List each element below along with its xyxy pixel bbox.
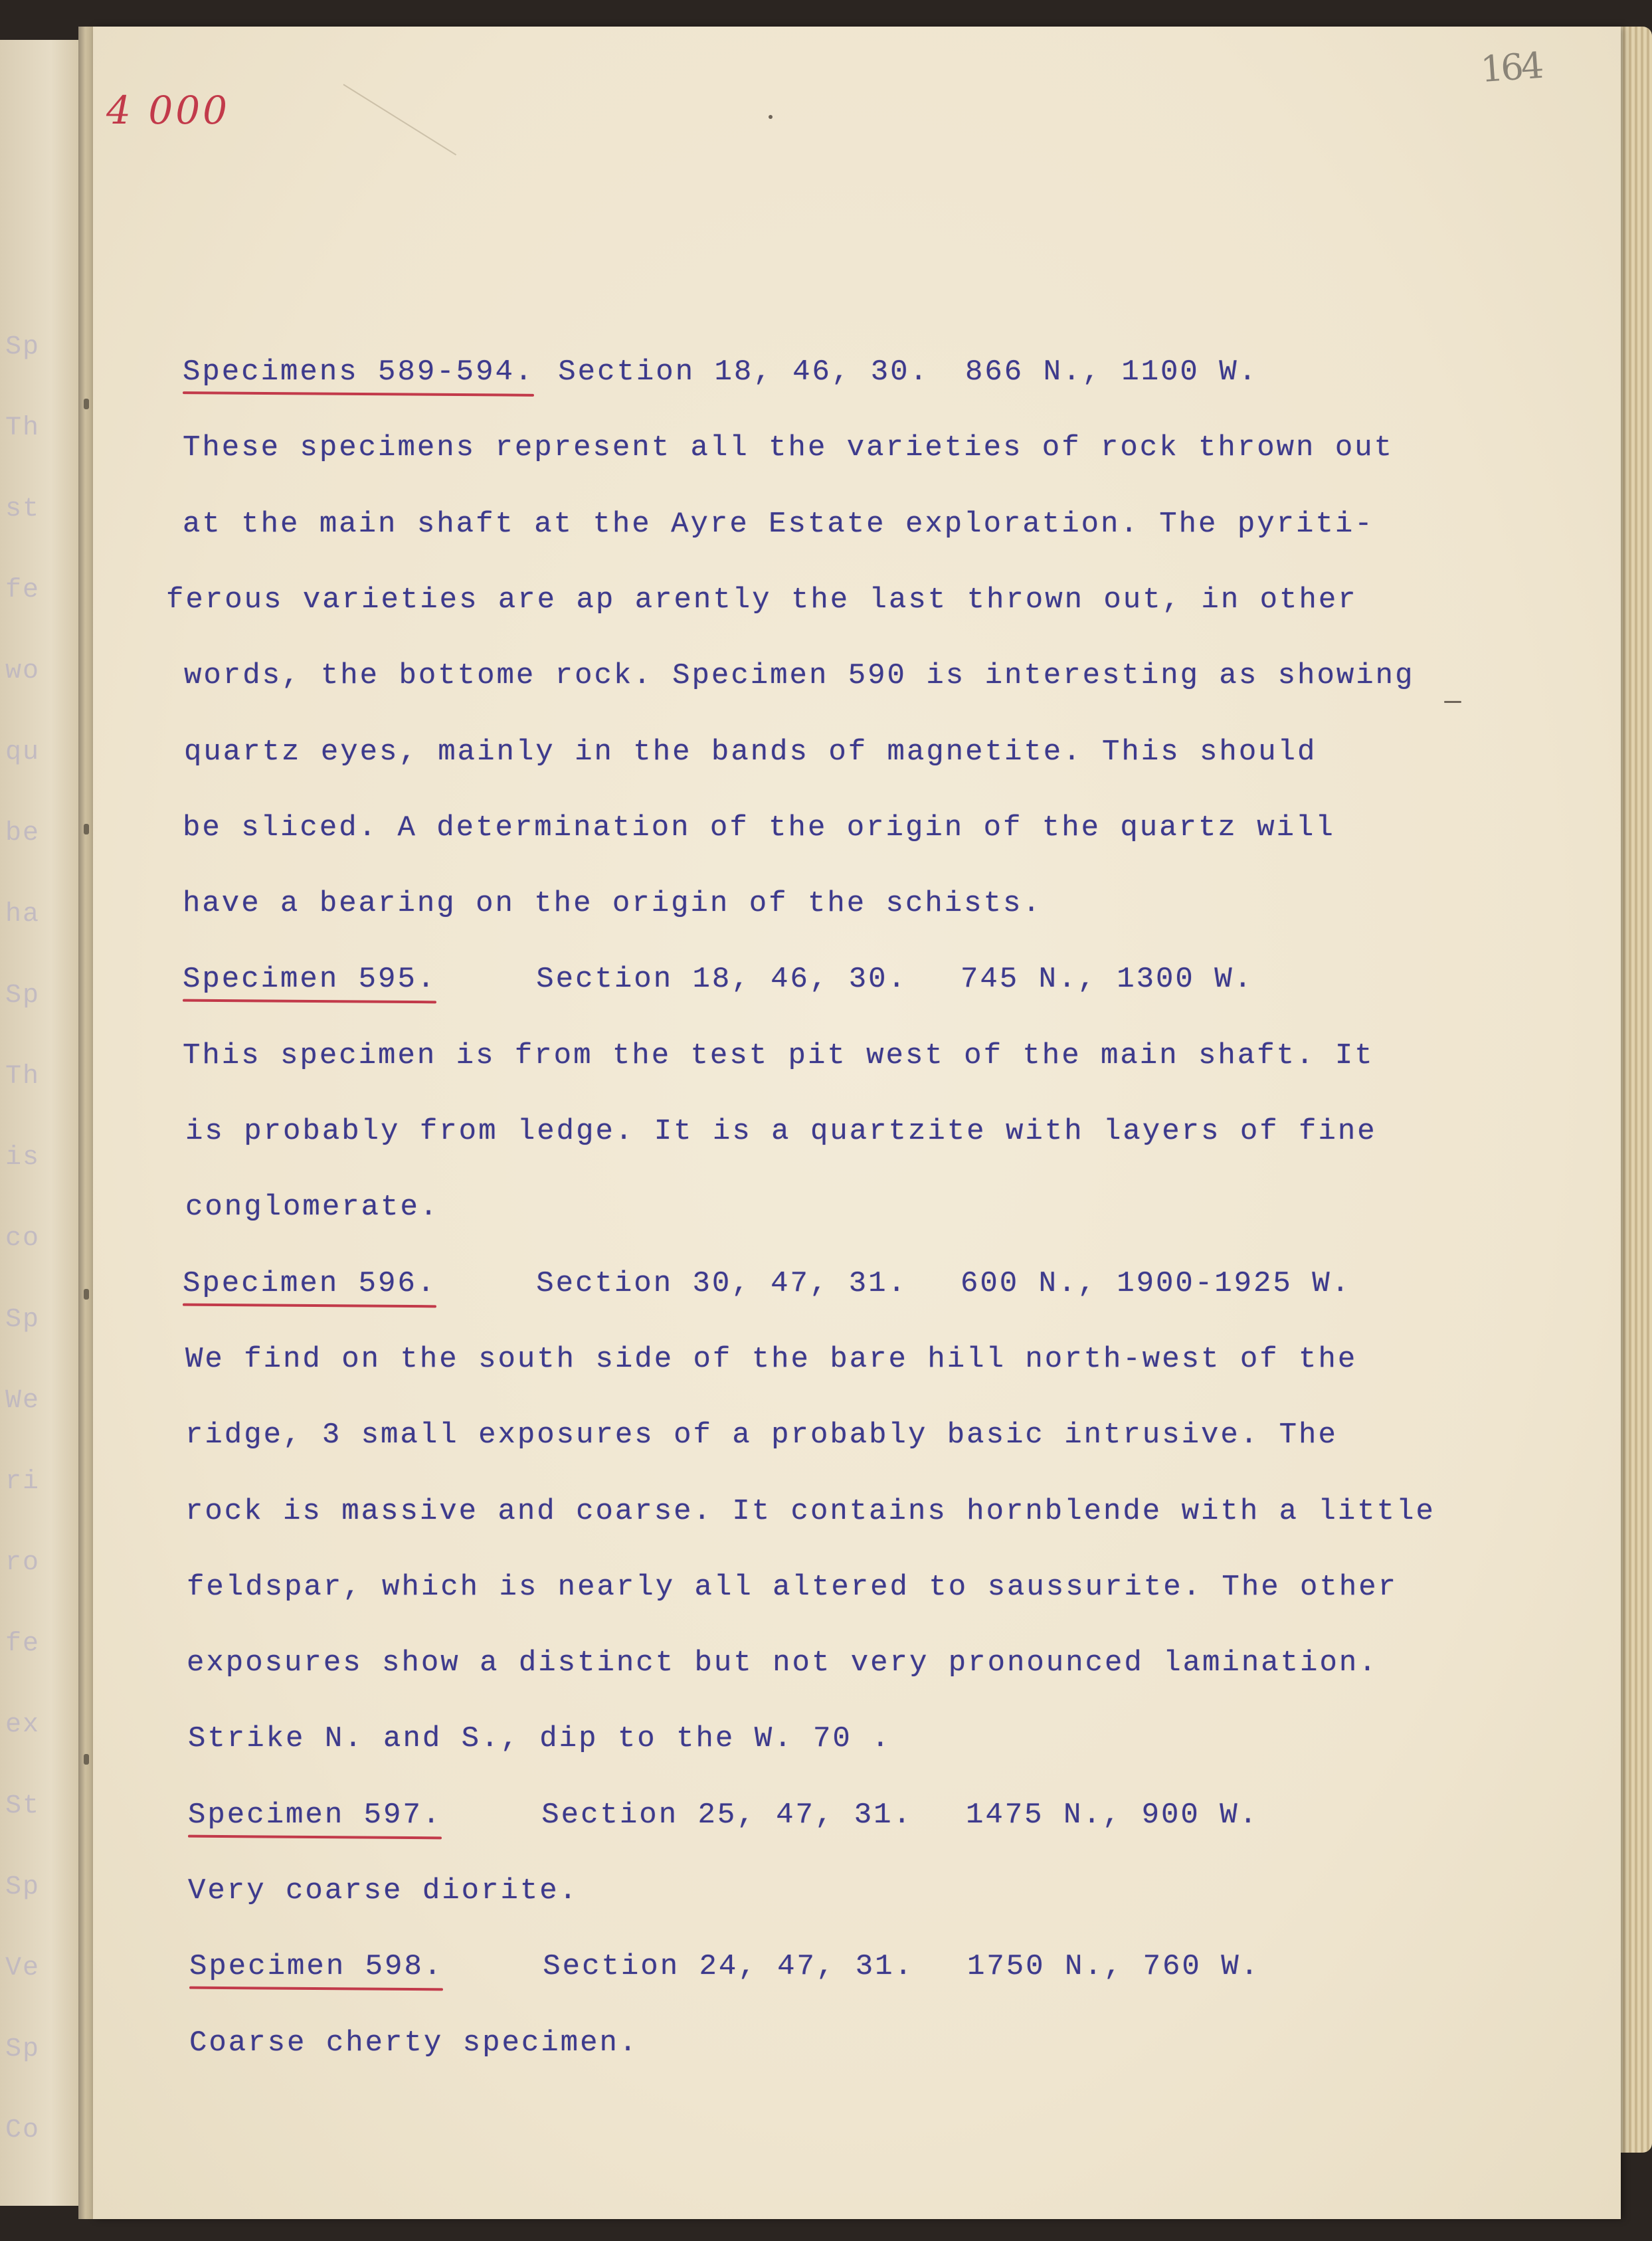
previous-page-ghost-text: ex xyxy=(5,1710,41,1740)
description-line: Coarse cherty specimen. xyxy=(189,2026,639,2060)
previous-page-ghost-text: We xyxy=(5,1386,41,1416)
specimen-label xyxy=(183,355,534,389)
description-line: feldspar, which is nearly all altered to saussurite. The other xyxy=(187,1570,1398,1604)
specimen-label xyxy=(183,963,436,996)
description-line: at the main shaft at the Ayre Estate exploration. The pyriti- xyxy=(183,507,1374,541)
description-line: quartz eyes, mainly in the bands of magnetite. This should xyxy=(184,735,1317,769)
specimen-label-text: Specimen 596. xyxy=(183,1266,437,1300)
folio-number: 164 xyxy=(1479,44,1543,91)
specimen-label xyxy=(183,1267,436,1300)
previous-page-ghost-text: Sp xyxy=(5,1305,41,1335)
specimen-heading-line xyxy=(183,963,1253,996)
section-reference: Section 18, 46, 30. xyxy=(536,963,907,997)
previous-page-ghost-text: be xyxy=(5,819,41,848)
previous-page-ghost-text: ha xyxy=(5,900,41,929)
previous-page-ghost-text: Th xyxy=(5,1062,41,1092)
red-pencil-underline xyxy=(183,999,436,1004)
description-line: have a bearing on the origin of the schists. xyxy=(183,887,1042,921)
previous-page-ghost-text: Sp xyxy=(5,981,41,1011)
previous-page-ghost-text: Co xyxy=(5,2115,41,2145)
description-line: This specimen is from the test pit west of the main shaft. It xyxy=(183,1038,1374,1072)
previous-page-ghost-text: Sp xyxy=(5,332,41,362)
description-line: ridge, 3 small exposures of a probably basic intrusive. The xyxy=(185,1418,1338,1452)
location-coordinates: 745 N., 1300 W. xyxy=(960,963,1254,997)
previous-page-ghost-text: st xyxy=(5,494,41,524)
location-coordinates: 1475 N., 900 W. xyxy=(965,1798,1259,1832)
specimen-label-text: Specimen 598. xyxy=(189,1950,444,1984)
previous-page-ghost-text: qu xyxy=(5,737,41,767)
previous-page-ghost-text: is xyxy=(5,1143,41,1173)
description-line: be sliced. A determination of the origin of the quartz will xyxy=(183,811,1335,844)
location-coordinates: 1750 N., 760 W. xyxy=(966,1950,1261,1984)
section-reference: Section 25, 47, 31. xyxy=(541,1798,913,1832)
specimen-label-text: Specimen 595. xyxy=(183,963,437,997)
description-line: These specimens represent all the varieties of rock thrown out xyxy=(183,431,1394,465)
description-line: ferous varieties are ap arently the last thrown out, in other xyxy=(166,583,1358,617)
specimen-label-text: Specimen 597. xyxy=(188,1798,442,1832)
previous-page-ghost-text: Sp xyxy=(5,2034,41,2064)
red-pencil-underline xyxy=(183,1303,436,1308)
section-reference: Section 24, 47, 31. xyxy=(543,1950,914,1984)
previous-page-ghost-text: ro xyxy=(5,1548,41,1578)
specimen-heading-line xyxy=(183,355,1258,389)
document-page xyxy=(93,27,1621,2219)
previous-page-ghost-text: Sp xyxy=(5,1872,41,1902)
red-pencil-underline xyxy=(188,1834,442,1839)
description-line: Strike N. and S., dip to the W. 70 . xyxy=(188,1722,891,1756)
binding-stitch xyxy=(84,1754,89,1765)
description-line: We find on the south side of the bare hill north-west of the xyxy=(185,1342,1358,1376)
previous-page-ghost-text: fe xyxy=(5,1629,41,1659)
typewritten-text xyxy=(93,27,1621,2219)
previous-page-ghost-text: Th xyxy=(5,413,41,443)
specimen-label xyxy=(188,1799,442,1832)
specimen-heading-line xyxy=(188,1799,1259,1832)
binding-stitch xyxy=(84,399,89,409)
previous-page-ghost-text: ri xyxy=(5,1467,41,1497)
section-reference: Section 30, 47, 31. xyxy=(536,1266,907,1300)
location-coordinates: 600 N., 1900-1925 W. xyxy=(960,1266,1352,1300)
red-pencil-underline xyxy=(189,1987,443,1991)
previous-page-ghost-text: St xyxy=(5,1791,41,1821)
description-line: rock is massive and coarse. It contains hornblende with a little xyxy=(185,1494,1435,1528)
catalog-number-annotation: 4 000 xyxy=(106,88,230,133)
description-line: words, the bottome rock. Specimen 590 is interesting as showing xyxy=(184,659,1415,693)
specimen-label-text: Specimens 589-594. xyxy=(183,355,535,389)
previous-page-ghost-text: co xyxy=(5,1224,41,1254)
previous-page-ghost-text: wo xyxy=(5,656,41,686)
specimen-heading-line xyxy=(189,1950,1260,1983)
binding-stitch xyxy=(84,824,89,834)
description-line: exposures show a distinct but not very pronounced lamination. xyxy=(187,1646,1378,1680)
specimen-label xyxy=(189,1950,443,1983)
description-line: Very coarse diorite. xyxy=(188,1874,579,1907)
description-line: is probably from ledge. It is a quartzite with layers of fine xyxy=(185,1115,1377,1148)
binding-stitch xyxy=(84,1289,89,1300)
red-pencil-underline xyxy=(183,391,534,397)
specimen-heading-line xyxy=(183,1267,1351,1300)
description-line: conglomerate. xyxy=(185,1191,440,1224)
previous-page-ghost-text: Ve xyxy=(5,1953,41,1983)
location-coordinates: 866 N., 1100 W. xyxy=(964,355,1259,389)
section-reference: Section 18, 46, 30. xyxy=(558,355,929,389)
previous-page-ghost-text: fe xyxy=(5,575,41,605)
